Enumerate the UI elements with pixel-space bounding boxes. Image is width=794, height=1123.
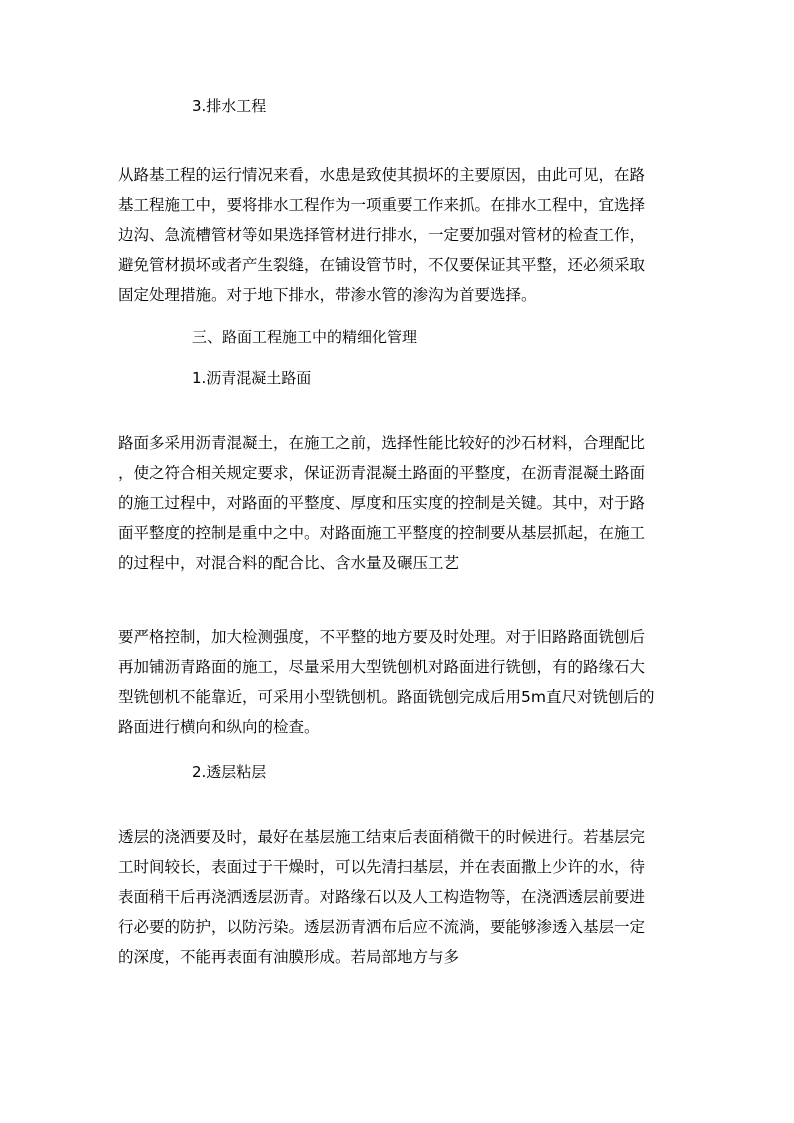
- text-line: 基工程施工中，要将排水工程作为一项重要工作来抓。在排水工程中，宜选择: [118, 196, 646, 214]
- text-line: 从路基工程的运行情况来看，水患是致使其损坏的主要原因，由此可见，在路: [118, 166, 646, 184]
- text-line: 工时间较长，表面过于干燥时，可以先清扫基层，并在表面撒上少许的水，待: [118, 858, 646, 876]
- text-line: 透层的浇洒要及时，最好在基层施工结束后表面稍微干的时候进行。若基层完: [118, 828, 646, 846]
- text-line: 路面进行横向和纵向的检查。: [118, 718, 320, 736]
- text-line: 表面稍干后再浇洒透层沥青。对路缘石以及人工构造物等，在浇洒透层前要进: [118, 888, 646, 906]
- heading-drainage: 3.排水工程: [192, 97, 267, 115]
- text-line: 型铣刨机不能靠近，可采用小型铣刨机。路面铣刨完成后用5m直尺对铣刨后的: [118, 688, 655, 706]
- heading-section-3: 三、路面工程施工中的精细化管理: [192, 328, 418, 346]
- heading-prime-coat: 2.透层粘层: [192, 763, 267, 781]
- paragraph-asphalt-1: [118, 428, 678, 578]
- text-line: 要严格控制，加大检测强度，不平整的地方要及时处理。对于旧路路面铣刨后: [118, 628, 646, 646]
- paragraph-asphalt-2: [118, 622, 678, 742]
- text-line: 避免管材损坏或者产生裂缝，在铺设管节时，不仅要保证其平整，还必须采取: [118, 256, 646, 274]
- paragraph-prime-coat: [118, 822, 678, 972]
- text-line: 边沟、急流槽管材等如果选择管材进行排水，一定要加强对管材的检查工作，: [118, 226, 646, 244]
- text-line: 的施工过程中，对路面的平整度、厚度和压实度的控制是关键。其中，对于路: [118, 494, 646, 512]
- paragraph-drainage: [118, 160, 678, 310]
- text-line: 的过程中，对混合料的配合比、含水量及碾压工艺: [118, 554, 460, 572]
- text-line: 再加铺沥青路面的施工，尽量采用大型铣刨机对路面进行铣刨，有的路缘石大: [118, 658, 646, 676]
- text-line: 的深度，不能再表面有油膜形成。若局部地方与多: [118, 948, 460, 966]
- text-line: ，使之符合相关规定要求，保证沥青混凝土路面的平整度，在沥青混凝土路面: [118, 464, 646, 482]
- text-line: 路面多采用沥青混凝土，在施工之前，选择性能比较好的沙石材料，合理配比: [118, 434, 646, 452]
- text-line: 行必要的防护，以防污染。透层沥青洒布后应不流淌，要能够渗透入基层一定: [118, 918, 646, 936]
- text-line: 面平整度的控制是重中之中。对路面施工平整度的控制要从基层抓起，在施工: [118, 524, 646, 542]
- heading-asphalt: 1.沥青混凝土路面: [192, 369, 312, 387]
- text-line: 固定处理措施。对于地下排水，带渗水管的渗沟为首要选择。: [118, 286, 537, 304]
